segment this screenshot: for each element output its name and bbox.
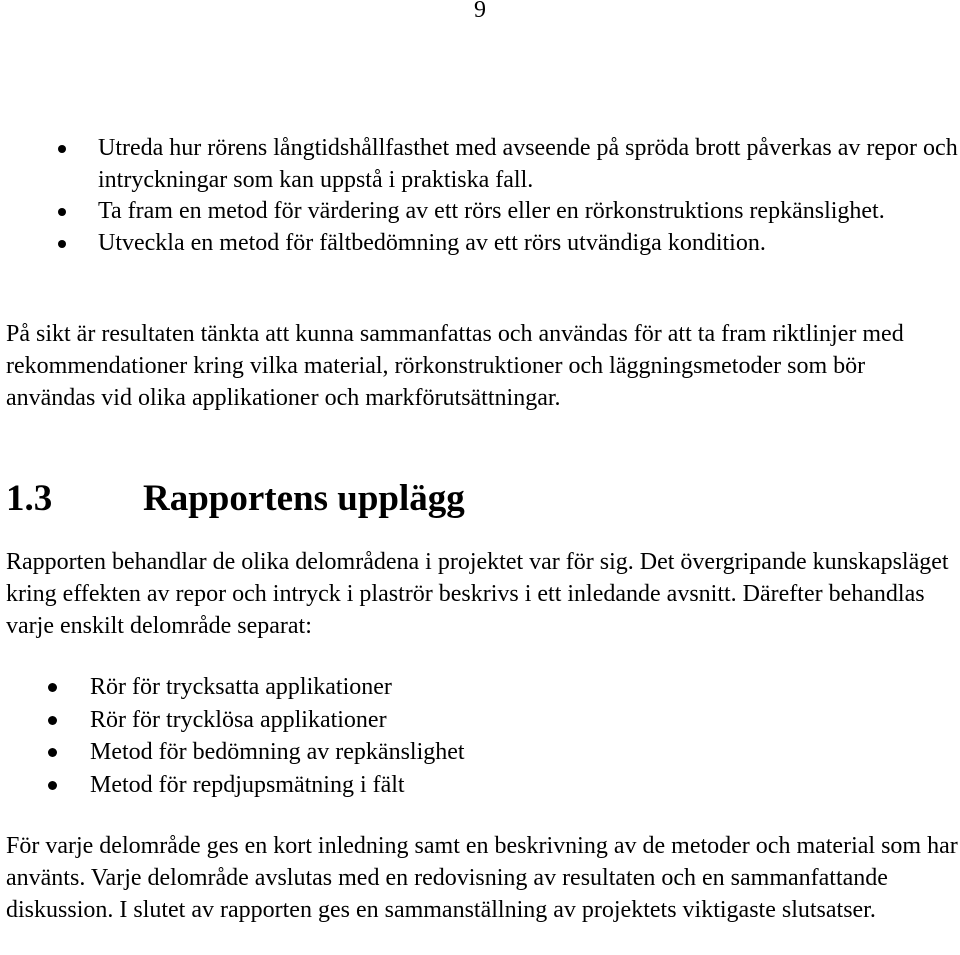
list-item-text: Utveckla en metod för fältbedömning av ett rörs utvändiga kondition.: [98, 229, 766, 256]
objectives-list: [0, 133, 960, 259]
bullet-icon: [48, 781, 57, 790]
list-item: [0, 704, 960, 737]
list-item-text: Rör för trycklösa applikationer: [90, 706, 387, 733]
list-item: [0, 196, 960, 228]
bullet-icon: [48, 716, 57, 725]
body-paragraph: Rapporten behandlar de olika delområdena i projektet var för sig. Det övergripande kunskapsläget kring effekten av repor och intryck i plaströr beskrivs i ett inledande avsnitt. Därefter behandlas varje enskilt delområde separat:: [6, 549, 949, 639]
list-item: [0, 769, 960, 802]
list-item-text: Metod för repdjupsmätning i fält: [90, 771, 405, 798]
body-paragraph: På sikt är resultaten tänkta att kunna sammanfattas och användas för att ta fram riktlinjer med rekommendationer kring vilka material, rörkonstruktioner och läggningsmetoder som bör användas vid olika applikationer och markförutsättningar.: [6, 321, 904, 411]
list-item: [0, 736, 960, 769]
body-paragraph: För varje delområde ges en kort inledning samt en beskrivning av de metoder och material som har använts. Varje delområde avslutas med en redovisning av resultaten och en sammanfattande diskussion. I slutet av rapporten ges en sammanställning av projektets viktigaste slutsatser.: [6, 833, 958, 923]
list-item-text: Utreda hur rörens långtidshållfasthet med avseende på spröda brott påverkas av repor och intryckningar som kan uppstå i praktiska fall.: [98, 135, 958, 193]
list-item-text: Ta fram en metod för värdering av ett rörs eller en rörkonstruktions repkänslighet.: [98, 198, 885, 224]
section-heading: [6, 475, 465, 523]
list-item-text: Rör för trycksatta applikationer: [90, 674, 392, 700]
list-item: [0, 133, 960, 196]
list-item: [0, 671, 960, 704]
bullet-icon: [58, 145, 66, 153]
bullet-icon: [58, 208, 66, 216]
list-item-text: Metod för bedömning av repkänslighet: [90, 739, 465, 765]
bullet-icon: [48, 748, 57, 757]
list-item: [0, 228, 960, 260]
section-title: Rapportens upplägg: [143, 478, 465, 519]
page-number: 9: [474, 0, 486, 23]
section-number: 1.3: [6, 478, 53, 519]
bullet-icon: [58, 240, 66, 248]
sub-areas-list: [0, 671, 960, 801]
bullet-icon: [48, 683, 57, 692]
